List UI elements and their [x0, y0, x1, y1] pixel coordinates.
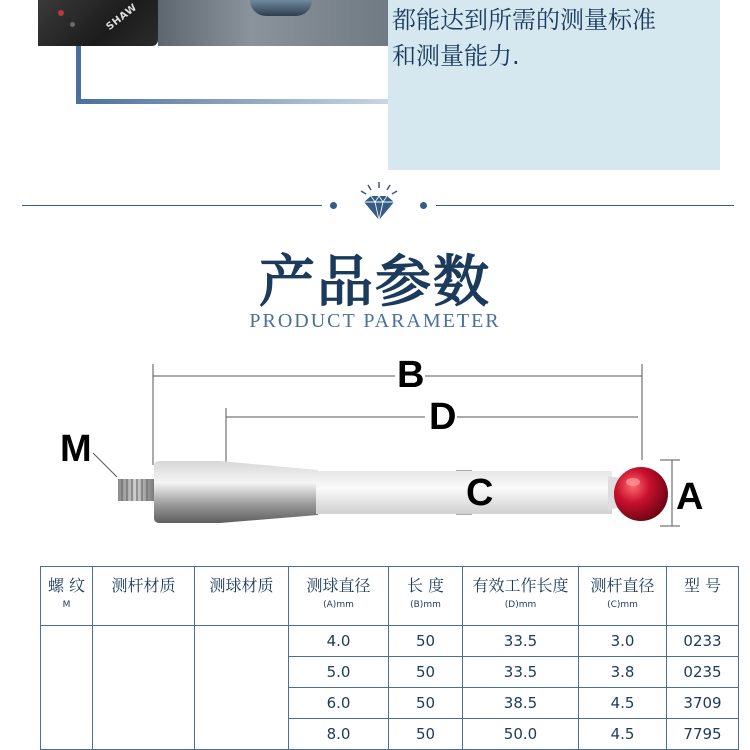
table-cell: 50 — [389, 657, 463, 688]
dimension-label-m: M — [60, 428, 92, 470]
table-cell: 4.5 — [579, 719, 667, 750]
table-header-cell: 测杆直径 (C)mm — [579, 567, 667, 626]
thread-stud — [118, 479, 154, 501]
dimension-label-a: A — [676, 476, 704, 518]
table-cell-thread — [41, 626, 93, 750]
table-cell: 8.0 — [289, 719, 389, 750]
table-cell: 3.0 — [579, 626, 667, 657]
table-cell-ball-material — [195, 626, 289, 750]
indicator-light — [58, 10, 64, 16]
stylus-drawing — [0, 340, 750, 550]
intro-line: 都能达到所需的测量标准 — [392, 6, 656, 34]
product-photo — [38, 0, 158, 46]
table-cell: 33.5 — [463, 657, 579, 688]
decorative-frame — [76, 99, 388, 104]
dimension-label-b: B — [397, 354, 425, 396]
table-cell: 4.0 — [289, 626, 389, 657]
dimension-label-d: D — [429, 396, 457, 438]
section-title: 产品参数 — [259, 249, 491, 315]
parameter-table — [40, 566, 739, 750]
probe-knob — [250, 0, 312, 16]
table-cell: 0235 — [667, 657, 739, 688]
table-header-cell: 测球材质 — [195, 567, 289, 626]
divider-dot — [420, 202, 427, 209]
stylus-dimension-diagram — [0, 340, 750, 550]
table-cell: 5.0 — [289, 657, 389, 688]
dimension-label-c: C — [466, 472, 494, 514]
table-cell-stem-material — [93, 626, 195, 750]
indicator-light — [70, 22, 75, 27]
intro-line: 和测量能力. — [392, 42, 520, 70]
diamond-icon — [356, 180, 402, 226]
table-header-cell: 有效工作长度 (D)mm — [463, 567, 579, 626]
table-header-cell: 型 号 — [667, 567, 739, 626]
table-cell: 50 — [389, 719, 463, 750]
table-cell: 3.8 — [579, 657, 667, 688]
intro-text — [392, 2, 722, 74]
table-cell: 3709 — [667, 688, 739, 719]
table-header-cell: 长 度 (B)mm — [389, 567, 463, 626]
table-cell: 0233 — [667, 626, 739, 657]
table-cell: 50.0 — [463, 719, 579, 750]
section-divider — [436, 205, 734, 206]
section-subtitle: PRODUCT PARAMETER — [249, 310, 501, 332]
brand-logo: SHAW — [104, 2, 140, 33]
table-header-cell: 测杆材质 — [93, 567, 195, 626]
table-cell: 6.0 — [289, 688, 389, 719]
table-cell: 50 — [389, 626, 463, 657]
table-cell: 7795 — [667, 719, 739, 750]
divider-dot — [330, 202, 337, 209]
table-row — [41, 626, 739, 657]
decorative-frame — [76, 46, 81, 104]
table-header-cell: 测球直径 (A)mm — [289, 567, 389, 626]
table-cell: 4.5 — [579, 688, 667, 719]
section-divider — [22, 205, 322, 206]
table-cell: 38.5 — [463, 688, 579, 719]
table-header-row — [41, 567, 739, 626]
table-cell: 50 — [389, 688, 463, 719]
table-cell: 33.5 — [463, 626, 579, 657]
table-header-cell: 螺 纹 M — [41, 567, 93, 626]
